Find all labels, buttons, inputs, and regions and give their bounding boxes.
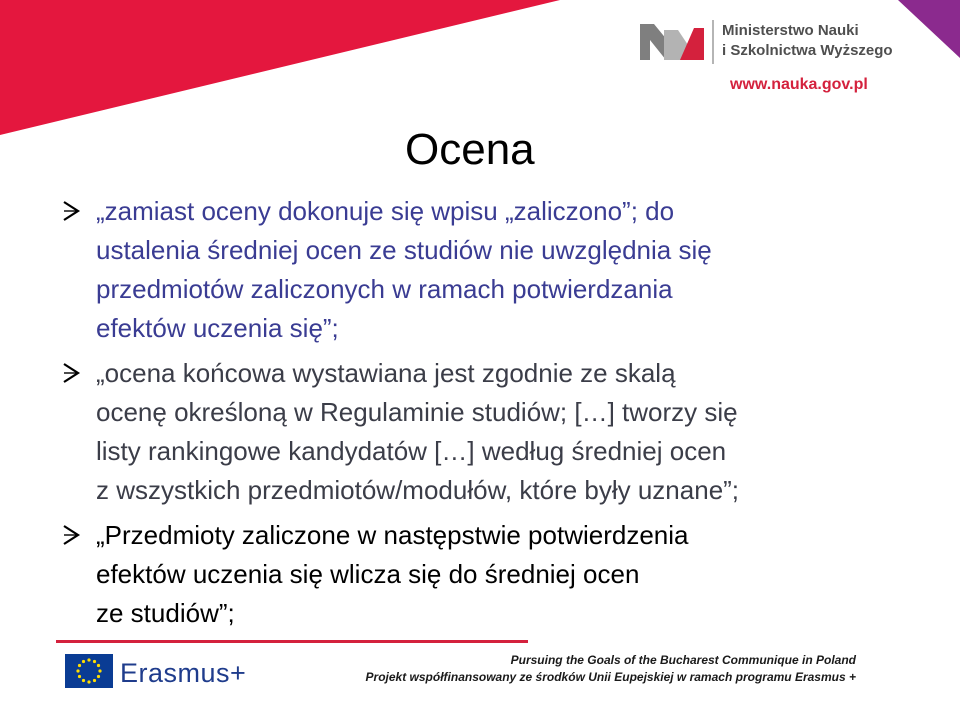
bullet-line: „zamiast oceny dokonuje się wpisu „zaliczono”; do (96, 196, 675, 226)
bullet-item-2 (58, 354, 938, 510)
ministry-logo[interactable] (640, 18, 893, 68)
decorative-red-triangle (0, 0, 560, 135)
footer-note-line-2: Projekt współfinansowany ze środków Unii Eupejskiej w ramach programu Erasmus + (365, 670, 856, 684)
bullet-line: „ocena końcowa wystawiana jest zgodnie ze skalą (96, 358, 676, 388)
decorative-purple-triangle (898, 0, 960, 58)
bullet-line: listy rankingowe kandydatów […] według średniej ocen (96, 436, 727, 466)
bullet-line: ze studiów”; (96, 598, 235, 628)
slide-title: Ocena (405, 125, 535, 174)
erasmus-logo-text: Erasmus+ (120, 658, 247, 688)
website-link[interactable]: www.nauka.gov.pl (730, 76, 868, 93)
arrow-bullet-icon (60, 361, 84, 385)
ministry-name (722, 21, 892, 61)
bullet-line: „Przedmioty zaliczone w następstwie potwierdzenia (96, 520, 689, 550)
bullet-list (58, 192, 938, 639)
ministry-name-line-1: Ministerstwo Nauki (722, 22, 859, 39)
bullet-item-3 (58, 516, 938, 633)
footer-note-line-1: Pursuing the Goals of the Bucharest Communique in Poland (510, 653, 856, 667)
arrow-bullet-icon (60, 523, 84, 547)
bullet-line: efektów uczenia się”; (96, 313, 339, 343)
ministry-divider (712, 20, 714, 64)
footer-note (366, 652, 856, 686)
bullet-line: przedmiotów zaliczonych w ramach potwierdzania (96, 274, 673, 304)
footer-divider (56, 640, 528, 643)
arrow-bullet-icon (60, 199, 84, 223)
ministry-name-line-2: i Szkolnictwa Wyższego (722, 42, 893, 59)
bullet-line: ustalenia średniej ocen ze studiów nie uwzględnia się (96, 235, 712, 265)
bullet-line: ocenę określoną w Regulaminie studiów; […] tworzy się (96, 397, 738, 427)
bullet-line: efektów uczenia się wlicza się do średniej ocen (96, 559, 640, 589)
eu-flag-icon (65, 654, 113, 688)
bullet-item-1 (58, 192, 938, 348)
bullet-line: z wszystkich przedmiotów/modułów, które były uznane”; (96, 475, 740, 505)
ministry-mark-icon (640, 24, 704, 60)
